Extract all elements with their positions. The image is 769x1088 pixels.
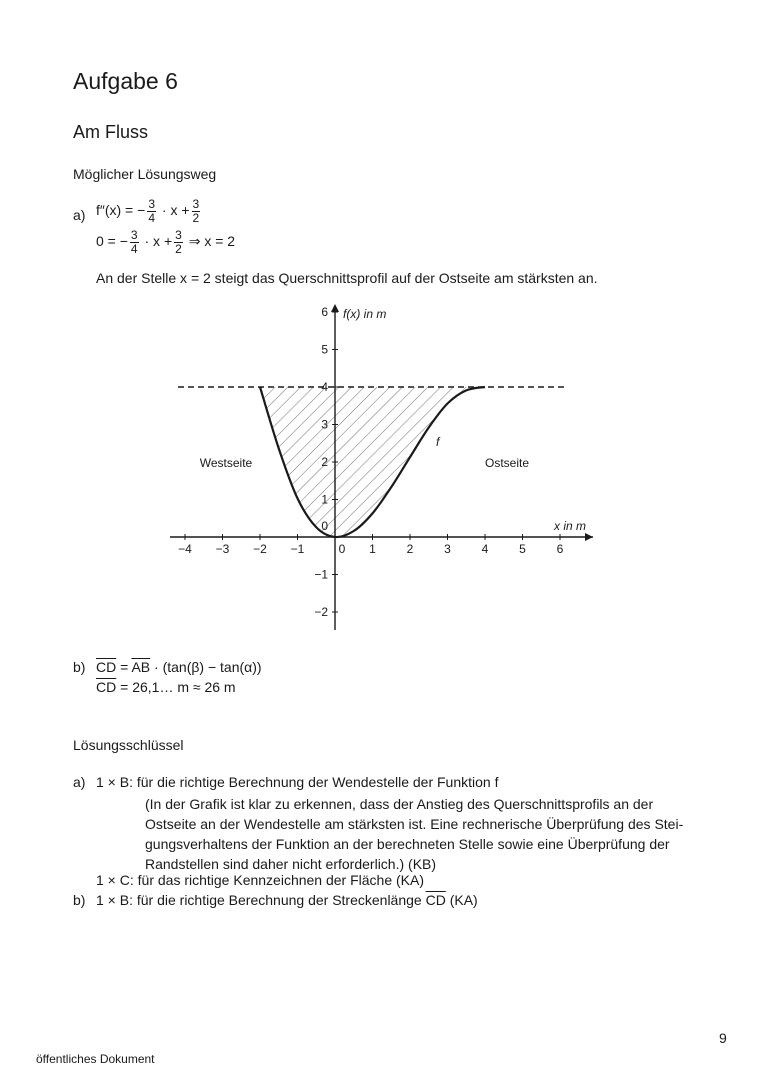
y-tick-label: −2 xyxy=(314,605,328,619)
x-tick-label: 6 xyxy=(556,542,564,556)
label-curve-f: f xyxy=(436,435,440,449)
fraction: $\frac{3}{4}$ xyxy=(148,197,155,225)
equation-zero xyxy=(96,229,235,256)
part-a-sentence: An der Stelle x = 2 steigt das Querschnittsprofil auf der Ostseite am stärksten an. xyxy=(96,270,598,286)
x-tick-label: −2 xyxy=(253,542,267,556)
key-heading: Lösungsschlüssel xyxy=(73,737,184,753)
key-a2 xyxy=(96,872,424,888)
y-tick-label-origin: 0 xyxy=(321,519,328,533)
key-b-label: b) xyxy=(73,892,86,908)
eq2-mid: · x + xyxy=(144,233,173,250)
label-westseite: Westseite xyxy=(199,456,253,470)
segment-cd: $\overline{CD}$ xyxy=(425,892,446,908)
segment-cd: $\overline{CD}$ xyxy=(96,679,117,695)
part-b-label: b) xyxy=(73,659,86,675)
key-a1-text: für die richtige Berechnung der Wendestelle der Funktion f xyxy=(136,774,499,790)
y-tick-label: 5 xyxy=(321,342,328,357)
note-line: Randstellen sind daher nicht erforderlich.) (KB) xyxy=(145,856,437,872)
footer-label: öffentliches Dokument xyxy=(36,1052,155,1066)
note-line: Ostseite an der Wendestelle am stärksten ist. Eine rechnerische Überprüfung des Stei- xyxy=(145,816,684,832)
section-title: Am Fluss xyxy=(73,122,149,142)
fraction: $\frac{3}{2}$ xyxy=(175,228,182,256)
fraction: $\frac{3}{4}$ xyxy=(130,228,138,256)
y-tick-label: −1 xyxy=(314,567,328,582)
x-tick-label: −4 xyxy=(178,542,192,556)
equation-cd-result xyxy=(96,679,236,695)
y-tick-label: 6 xyxy=(321,305,328,319)
eq1-left: f″(x) = − xyxy=(96,202,146,219)
key-a2-prefix: 1 × C: xyxy=(96,872,134,888)
x-tick-label: 4 xyxy=(481,542,489,556)
key-b1 xyxy=(96,892,478,908)
page-title: Aufgabe 6 xyxy=(73,68,178,94)
note-line: (In der Grafik ist klar zu erkennen, dass der Anstieg des Querschnittsprofils an der xyxy=(145,796,654,812)
y-tick-label: 2 xyxy=(321,455,328,469)
part-a-label: a) xyxy=(73,207,86,223)
equation-cd xyxy=(96,659,262,675)
x-tick-label: 5 xyxy=(519,542,526,556)
note-line: gungsverhaltens der Funktion an der berechneten Stelle sowie eine Überprüfung der xyxy=(145,836,670,852)
x-axis-arrow xyxy=(585,533,593,541)
x-tick-label: −1 xyxy=(290,542,305,556)
segment-ab: $\overline{AB}$ xyxy=(131,659,151,675)
eq1-mid: · x + xyxy=(161,202,190,219)
tan-expression: · (tan(β) − tan(α)) xyxy=(154,659,262,675)
x-tick-label: 2 xyxy=(406,542,414,556)
eq2-left: 0 = − xyxy=(96,233,128,250)
y-axis-label: f(x) in m xyxy=(343,307,387,321)
key-a-label: a) xyxy=(73,774,86,790)
x-tick-label: 1 xyxy=(369,542,376,556)
label-ostseite: Ostseite xyxy=(484,456,530,470)
y-tick-label: 3 xyxy=(321,417,328,432)
y-tick-label: 1 xyxy=(321,492,328,507)
x-tick-label: 0 xyxy=(338,542,346,556)
cd-result: = 26,1… m ≈ 26 m xyxy=(120,679,236,695)
y-axis-arrow xyxy=(331,304,339,312)
key-a2-text: für das richtige Kennzeichnen der Fläche (KA) xyxy=(137,872,425,888)
key-a1-note xyxy=(145,794,683,874)
solution-heading: Möglicher Lösungsweg xyxy=(73,166,217,182)
key-a1-prefix: 1 × B: xyxy=(96,774,133,790)
equals: = xyxy=(120,659,129,675)
key-b1-text: für die richtige Berechnung der Streckenlänge xyxy=(136,892,422,908)
y-tick-label: 4 xyxy=(321,380,328,394)
page-number: 9 xyxy=(719,1030,727,1046)
key-a1 xyxy=(96,774,498,790)
segment-cd: $\overline{CD}$ xyxy=(96,659,117,675)
function-graph xyxy=(0,300,769,640)
x-axis-label: x in m xyxy=(553,519,586,533)
key-b1-suffix: (KA) xyxy=(449,892,478,908)
x-tick-label: 3 xyxy=(444,542,451,556)
equation-second-derivative xyxy=(96,198,202,225)
fraction: $\frac{3}{2}$ xyxy=(192,197,200,225)
key-b1-prefix: 1 × B: xyxy=(96,892,133,908)
eq2-right: ⇒ x = 2 xyxy=(188,233,236,250)
x-tick-label: −3 xyxy=(215,542,230,556)
